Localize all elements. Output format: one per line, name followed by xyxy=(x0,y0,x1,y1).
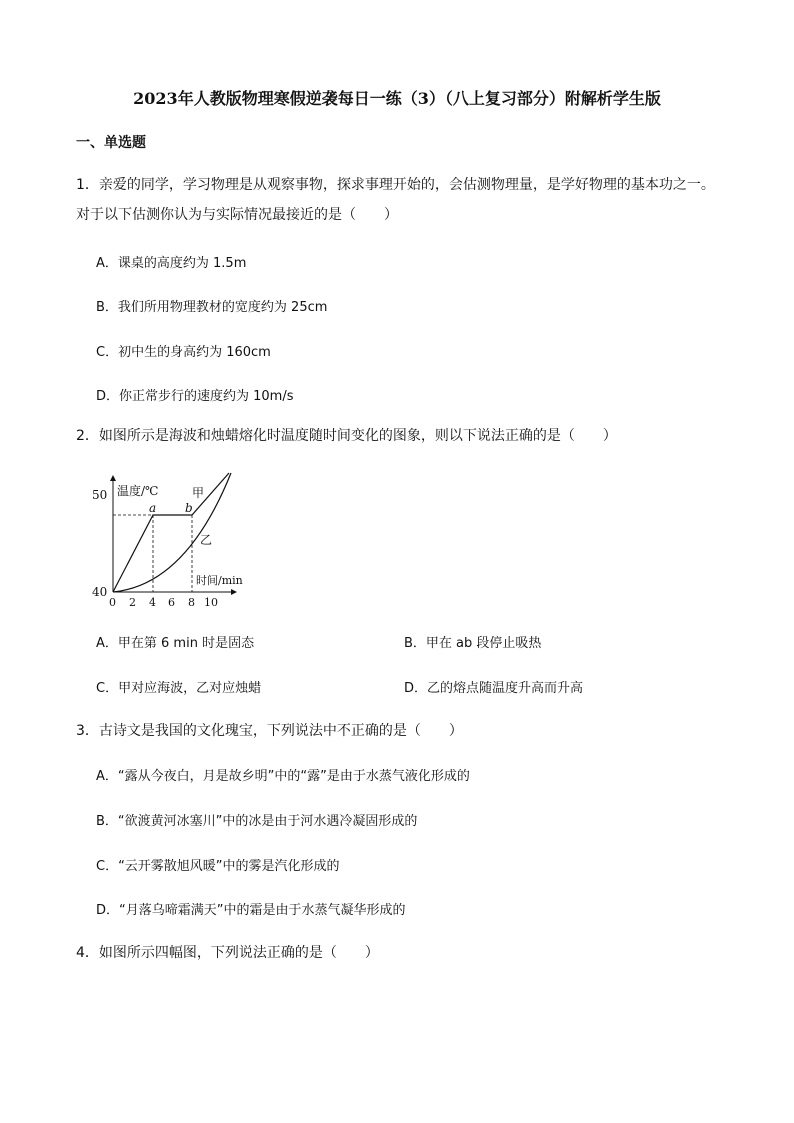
y-tick-50: 50 xyxy=(92,488,108,502)
question-3-stem: 3．古诗文是我国的文化瑰宝，下列说法中不正确的是（ ） xyxy=(76,723,463,739)
series-jia-label: 甲 xyxy=(192,486,205,500)
point-b-label: b xyxy=(185,501,193,515)
document-title: 2023年人教版物理寒假逆袭每日一练（3）（八上复习部分）附解析学生版 xyxy=(133,89,661,108)
question-3-option-c: C．“云开雾散旭风暖”中的雾是汽化形成的 xyxy=(96,859,340,874)
melting-graph xyxy=(86,470,256,610)
question-2-option-b: B．甲在 ab 段停止吸热 xyxy=(404,636,542,651)
question-2-stem: 2．如图所示是海波和烛蜡熔化时温度随时间变化的图象，则以下说法正确的是（ ） xyxy=(76,428,617,444)
question-3-option-b: B．“欲渡黄河冰塞川”中的冰是由于河水遇冷凝固形成的 xyxy=(96,814,418,829)
x-tick-6: 6 xyxy=(168,596,175,609)
y-axis-label: 温度/℃ xyxy=(117,484,159,498)
x-axis-label: 时间/min xyxy=(196,574,243,587)
question-1-option-a: A．课桌的高度约为 1.5m xyxy=(96,256,247,271)
question-3-option-a: A．“露从今夜白，月是故乡明”中的“露”是由于水蒸气液化形成的 xyxy=(96,769,470,784)
section-heading: 一、单选题 xyxy=(76,135,146,151)
x-tick-0: 0 xyxy=(109,596,116,609)
question-1-option-c: C．初中生的身高约为 160cm xyxy=(96,345,271,360)
x-tick-10: 10 xyxy=(204,596,218,609)
x-tick-8: 8 xyxy=(188,596,195,609)
series-yi-label: 乙 xyxy=(200,533,213,547)
question-1-stem: 1．亲爱的同学，学习物理是从观察事物，探求事理开始的，会估测物理量，是学好物理的基本功之一。对于以下估测你认为与实际情况最接近的是（ ） xyxy=(76,177,715,223)
question-4-stem: 4．如图所示四幅图，下列说法正确的是（ ） xyxy=(76,945,379,961)
question-2-option-a: A．甲在第 6 min 时是固态 xyxy=(96,636,255,651)
question-1-option-b: B．我们所用物理教材的宽度约为 25cm xyxy=(96,300,328,315)
question-1-option-d: D．你正常步行的速度约为 10m/s xyxy=(96,389,294,404)
point-a-label: a xyxy=(149,501,157,515)
y-tick-40: 40 xyxy=(92,585,108,599)
question-2-option-c: C．甲对应海波，乙对应烛蜡 xyxy=(96,681,262,696)
question-2-option-d: D．乙的熔点随温度升高而升高 xyxy=(404,681,584,696)
x-tick-4: 4 xyxy=(149,596,156,609)
x-tick-2: 2 xyxy=(129,596,136,609)
question-3-option-d: D．“月落乌啼霜满天”中的霜是由于水蒸气凝华形成的 xyxy=(96,903,406,918)
